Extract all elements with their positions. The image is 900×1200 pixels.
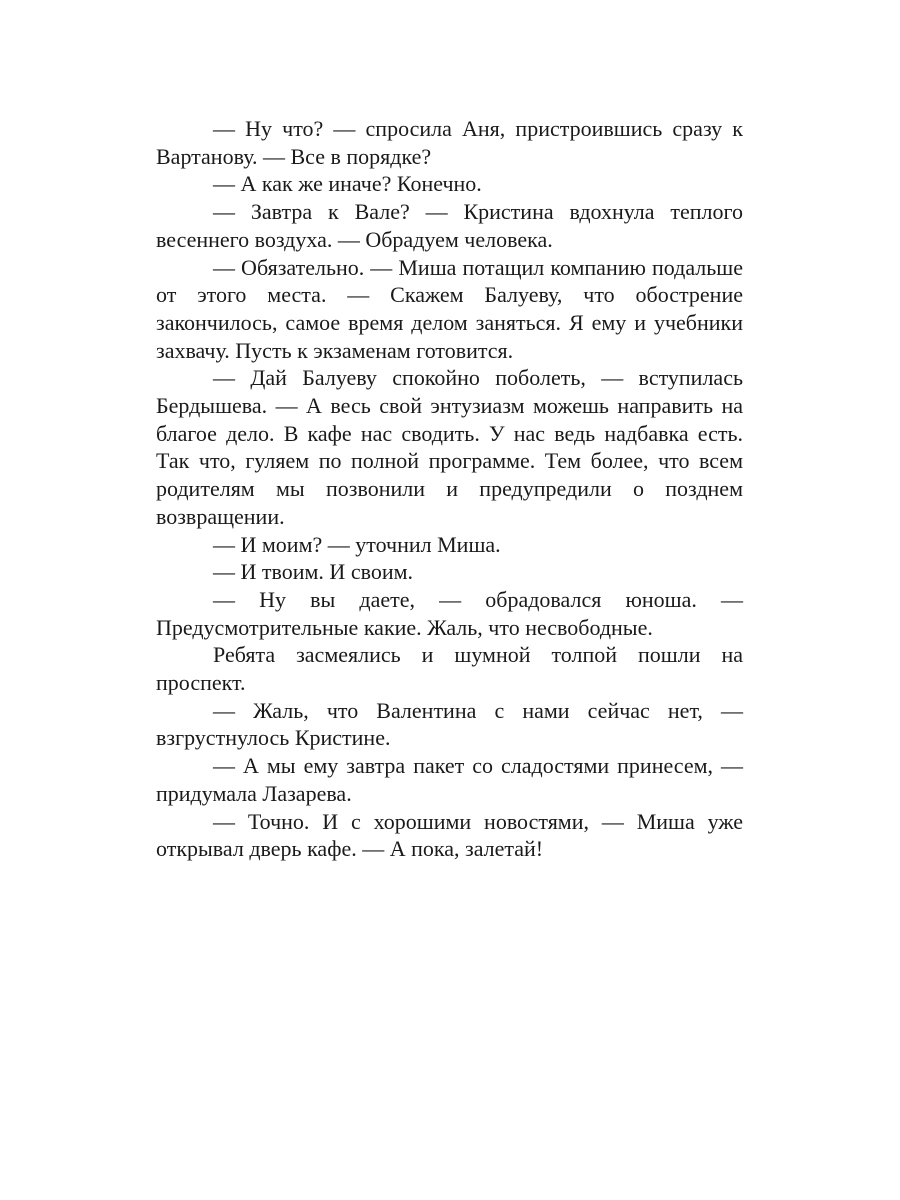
paragraph: Ребята засмеялись и шумной толпой пошли на проспект. <box>156 642 743 696</box>
paragraph: — Точно. И с хорошими новостями, — Миша уже открывал дверь кафе. — А пока, залетай! <box>156 808 743 862</box>
paragraph: — Дай Балуеву спокойно поболеть, — вступилась Бердышева. — А весь свой энтузиазм можешь направить на благое дело. В кафе нас сводить. У нас ведь надбавка есть. Так что, гуляем по полной программе. Тем более, что всем родителям мы позвонили и предупредили о позднем возвращении. <box>156 365 743 529</box>
paragraph: — И моим? — уточнил Миша. <box>213 531 501 557</box>
paragraph: — Завтра к Вале? — Кристина вдохнула теплого весеннего воздуха. — Обрадуем человека. <box>156 199 743 252</box>
paragraph: — А как же иначе? Конечно. <box>213 171 482 197</box>
paragraph: — Ну что? — спросила Аня, пристроившись сразу к Вартанову. — Все в порядке? <box>156 116 743 169</box>
paragraph: — И твоим. И своим. <box>213 559 414 585</box>
paragraph: — Жаль, что Валентина с нами сейчас нет, — взгрустнулось Кристине. <box>156 697 743 751</box>
body-text <box>156 115 743 863</box>
paragraph: — Обязательно. — Миша потащил компанию подальше от этого места. — Скажем Балуеву, что обострение закончилось, самое время делом заняться. Я ему и учебники захвачу. Пусть к экзаменам готовится. <box>156 254 743 363</box>
paragraph: — Ну вы даете, — обрадовался юноша. — Предусмотрительные какие. Жаль, что несвободные. <box>156 586 743 640</box>
paragraph: — А мы ему завтра пакет со сладостями принесем, — придумала Лазарева. <box>156 753 743 806</box>
